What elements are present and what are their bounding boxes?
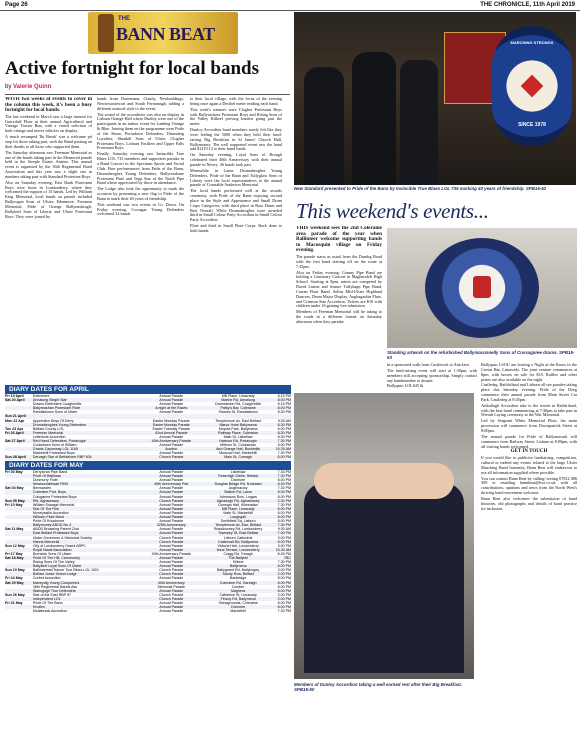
table-cell: Annual Parade bbox=[159, 502, 184, 507]
hand-emblem-icon bbox=[473, 276, 491, 298]
table-cell: Sun 21 April bbox=[5, 414, 26, 419]
table-cell: Annual Parade bbox=[159, 410, 184, 415]
table-cell: The Ballyhill bbox=[228, 555, 248, 560]
bann-beat-logo: THE BANN BEAT bbox=[88, 12, 238, 54]
table-cell: 8.15 PM bbox=[277, 402, 291, 407]
table-cell: Cookstown Sons of William bbox=[32, 443, 77, 448]
photo-caption-3: Members of Dunloy Accordion taking a well earned rest after their Big Breakfast. SPB15-50 bbox=[294, 682, 462, 692]
article-paragraph: bands from Donemana, Claudy, Newbuildings, Newtownstewart and South Fermanagh, adding a different musical style to the event. bbox=[97, 97, 184, 111]
table-cell: Easter Monday Parade bbox=[152, 418, 190, 423]
table-cell: Annual Parade bbox=[159, 519, 184, 524]
table-cell: 7.30 PM bbox=[277, 439, 291, 444]
article-paragraph: You can contact Bann Beat by calling/ texting 07812 086 309 or emailing bannbeat@live.co.uk with all contributions, opinions and news from the North West's thriving band movement welcome. bbox=[481, 475, 577, 496]
table-cell: 7.00 PM bbox=[277, 531, 291, 536]
table-cell: Harbour Rd, Portavogie bbox=[219, 439, 257, 444]
table-cell: Annual Parade bbox=[159, 547, 184, 552]
table-cell: 8.15 PM bbox=[277, 394, 291, 398]
table-cell: 3.00 PM bbox=[277, 592, 291, 597]
table-cell: Annual Parade bbox=[159, 402, 184, 407]
article-paragraph: The parade starts as usual from the Dundrg Road with the first band starting off on the route at 7.45pm. bbox=[296, 253, 382, 269]
table-cell: 8.30 PM bbox=[277, 430, 291, 435]
table-cell: TBC bbox=[283, 555, 291, 560]
table-cell: 8.00 PM bbox=[277, 443, 291, 448]
table-cell: 9.00 AM bbox=[277, 527, 291, 532]
table-cell: A night at the Races bbox=[155, 406, 188, 411]
table-cell: Milburn St, Cookstown bbox=[220, 443, 257, 448]
table-cell: Moyola Park, Ballymena bbox=[218, 426, 258, 431]
table-cell: Letterkule Accordion bbox=[32, 434, 66, 439]
events-col-b bbox=[387, 363, 477, 391]
table-cell: Star of the East RBP 97 bbox=[32, 592, 72, 597]
table-cell: 8.00 PM bbox=[277, 576, 291, 581]
table-cell: Fri 31 May bbox=[5, 601, 23, 605]
table-cell: 8.30 PM bbox=[277, 422, 291, 427]
table-cell: Annual Parade bbox=[159, 451, 184, 456]
article-paragraph: Castledeg, Rathfriland and Lisburn all see parades taking place this Saturday evening. Pride of the Deeg commence their annual parade from Main Street Car Park, Castledeg at 8:45pm. bbox=[481, 382, 577, 402]
table-cell: 8.00 PM bbox=[277, 490, 291, 495]
table-cell: Ilona Terrace, Londonderry bbox=[216, 547, 260, 552]
table-cell: Donegal Hall, Kilmeadan bbox=[218, 502, 258, 507]
article-paragraph: The annual parade for Pride of Ballymacash will commence from Railway Street, Lisburn at 8:00pm, with all visiting bands welcomed. bbox=[481, 433, 577, 449]
byline-name: Valerie Quinn bbox=[13, 84, 52, 90]
table-cell: 3.00 PM bbox=[277, 535, 291, 540]
table-cell: Apprentice Boys Of Derry bbox=[32, 418, 74, 423]
table-cell: 40th Anniversary Parade bbox=[151, 551, 191, 556]
table-cell: Smithfield Sq, Lisburn bbox=[220, 519, 256, 524]
table-cell: Church Parade bbox=[159, 455, 184, 460]
table-cell: Fri 26 April bbox=[5, 430, 24, 435]
table-cell: Annual Parade bbox=[159, 506, 184, 511]
table-cell: Mill Place, Limavady bbox=[221, 394, 255, 398]
table-cell: 7.30 PM bbox=[277, 470, 291, 474]
table-cell: Annual Parade bbox=[159, 588, 184, 593]
table-cell: Church Parade bbox=[159, 596, 184, 601]
table-cell: Sandy Row, Belfast bbox=[222, 572, 254, 577]
table-cell: Belfast County LOL bbox=[32, 426, 65, 431]
table-cell: Independent LOL bbox=[32, 596, 61, 601]
photo-dunloy-accordion bbox=[294, 393, 474, 679]
table-cell: Comber bbox=[231, 584, 245, 589]
table-cell: 8.00 PM bbox=[277, 564, 291, 569]
article-paragraph: WITH two weeks of events to cover in the column this week, it's been a busy fortnight for local bands. bbox=[5, 97, 92, 114]
table-cell: Sun 19 May bbox=[5, 568, 25, 573]
table-cell: Moneysallin Accordion bbox=[32, 510, 69, 515]
table-cell: 8.00 PM bbox=[277, 580, 291, 585]
table-cell: Annual Parade bbox=[159, 478, 184, 483]
article-paragraph: The sound of the accordions was also on display in Lisburn Orange Hall where Dunloy were one of the participants in an indoor event for Lambeg Orange & Blue. Joining them on the programme were Pride of the Shore, Portadown Defenders, Drumderg Loyalists, Shankill Sons of Ulster, Clogher Protestant Boys, Lisburn Fusiliers and Upper Falls Protestant Boys. bbox=[97, 111, 184, 151]
table-cell: 7.30 PM bbox=[277, 486, 291, 491]
table-cell: ABOD Browning Parent Club bbox=[32, 527, 80, 532]
table-cell: Ballyreashan Protestant Flute bbox=[32, 406, 81, 411]
table-cell: 7.30 PM bbox=[277, 474, 291, 479]
table-cell: Victoria Hall, Londonderry bbox=[217, 543, 259, 548]
group-silhouette bbox=[304, 483, 464, 673]
table-cell: Markethill bbox=[230, 609, 246, 614]
table-cell: Templemore Av, East Belfast bbox=[215, 418, 261, 423]
table-cell: 8.00 PM bbox=[277, 506, 291, 511]
table-cell: Mill Place, Limavady bbox=[221, 506, 255, 511]
table-cell: Randalstown Sons of Ulster bbox=[32, 410, 78, 415]
table-cell: 8.00 PM bbox=[277, 605, 291, 610]
table-cell: Patsy's Bar, Coleraine bbox=[220, 406, 256, 411]
table-cell: Newtownstewart RHD bbox=[32, 482, 69, 487]
table-cell: 8.00 PM bbox=[277, 406, 291, 411]
person-silhouette bbox=[400, 60, 438, 185]
table-cell: Annual Parade bbox=[159, 560, 184, 565]
drum-emblem: MARCHING STRONGS SINCE 1978 bbox=[492, 26, 572, 146]
table-cell: Church Parade bbox=[159, 572, 184, 577]
drum-artwork-emblem bbox=[425, 238, 539, 338]
table-cell: Downs Defenders Coagh/mille bbox=[32, 402, 82, 407]
table-cell: Sun 28 April bbox=[5, 455, 26, 460]
table-cell: Lisbellaw bbox=[230, 470, 246, 474]
article-paragraph: The last weekend in March saw a large turnout for Garryduff Flute at their annual Agricultural and Vintage Tractor Run, with a varied selection of both vintage and newer vehicles on display. bbox=[5, 113, 92, 134]
table-cell: 8.00 PM bbox=[277, 584, 291, 589]
table-cell: Annual Parade bbox=[159, 605, 184, 610]
drumstick-icon bbox=[98, 14, 114, 52]
table-cell: Marine Rd, Annalong bbox=[221, 398, 255, 403]
table-cell: Main St, Comagh bbox=[224, 455, 252, 460]
table-cell: 8.00 PM bbox=[277, 519, 291, 524]
table-row bbox=[5, 609, 291, 613]
table-cell: 40th Anniversary bbox=[157, 580, 185, 585]
table-cell: Sat 11 May bbox=[5, 527, 24, 532]
table-cell: Kilkeel bbox=[232, 560, 244, 565]
table-row bbox=[5, 455, 291, 459]
table-cell: Markethill Protestant Boys bbox=[32, 451, 75, 456]
article-paragraph: This week's winners were Clogher Protestant Boys with Ballyrashoes Protestant Boys and Rising Sons of the Valley Kilkeel proving loudest going past the meter. bbox=[190, 106, 282, 127]
table-cell bbox=[5, 609, 33, 613]
events-col-a bbox=[296, 226, 382, 378]
table-cell: Cologanne Protestant Boys bbox=[32, 494, 77, 499]
main-article-col-1 bbox=[5, 97, 92, 381]
table-cell: Ballymoney ABOD No 4 bbox=[32, 523, 72, 528]
table-cell: Ulster Governers & Historical Society bbox=[32, 535, 93, 540]
table-cell: Pride Of The Bann bbox=[32, 601, 63, 605]
table-cell: Rfs. Aghadowey bbox=[32, 498, 59, 503]
table-cell: Coleraine Rd, Garvagh bbox=[219, 580, 257, 585]
table-cell: 7.30 PM bbox=[277, 451, 291, 456]
table-cell: Pride Of The Hill, Carnmoney bbox=[32, 555, 80, 560]
table-cell: Royal Naval Association bbox=[32, 547, 72, 552]
table-cell: 8.45 PM bbox=[277, 551, 291, 556]
table-cell: Church Parade bbox=[159, 568, 184, 573]
table-cell: 8.30 PM bbox=[277, 410, 291, 415]
article-paragraph: Meanwhile in Larne, Drumaheoghes Young Defenders, Pride of the Bann and Tullyglass Sons of Liberty were the local representatives at the annual parade of Constable Anderson Memorial. bbox=[190, 167, 282, 188]
table-cell: 325th Anniversary bbox=[156, 523, 186, 528]
article-paragraph: THIS weekend sees the 2nd Coleraine area parade of the year when Ballinteer welcome supporting bands to Macosquin village on Friday evening. bbox=[296, 226, 382, 254]
table-cell: Rising Sons Of The Valley bbox=[32, 560, 75, 565]
table-cell: Fri 19 April bbox=[5, 394, 24, 398]
table-cell: Annual Parade bbox=[159, 443, 184, 448]
table-cell: Johnstons Row, Lurgan bbox=[219, 494, 257, 499]
table-cell: Shanes St, Randalstown bbox=[218, 410, 258, 415]
table-cell: Finvoy Rd, Ballymena bbox=[220, 596, 256, 601]
table-cell: Dervagh Star of Bethlehem RBP 504 bbox=[32, 455, 92, 460]
table-cell: 8.00 PM bbox=[277, 601, 291, 605]
table-cell: Loughgall bbox=[230, 515, 246, 520]
table-cell: Annual Parade bbox=[159, 564, 184, 569]
table-cell: Annual Parade bbox=[159, 527, 184, 532]
table-cell: Maghera bbox=[231, 588, 246, 593]
table-cell: 7.30 PM bbox=[277, 502, 291, 507]
table-cell: 7.30 PM bbox=[277, 523, 291, 528]
table-cell: 42nd Annual Parade bbox=[154, 430, 188, 435]
article-paragraph: The Saturday afternoon saw Freeman Memorial as one of the bands taking part in the Memorial parade held in the Steeple Estate, Antrim. This annual event is organised by the 36th Regimental Band Association and this year saw a slight rise in numbers taking part with Standard Protestant Boys. bbox=[5, 149, 92, 179]
table-cell: East Belfast Protestant Boys bbox=[32, 531, 79, 536]
article-paragraph: Ballyquin LOL645 & bbox=[387, 383, 424, 389]
table-cell: Mullabrack Accordion bbox=[32, 609, 68, 614]
table-cell: Sun 26 May bbox=[5, 592, 25, 597]
table-cell: Rosemigh Glebe, Belfast bbox=[218, 474, 258, 479]
table-cell: Banbridge bbox=[229, 576, 247, 581]
table-cell: Annual Parade bbox=[159, 486, 184, 491]
table-cell: Station Rd, Larne bbox=[224, 490, 253, 495]
table-cell: Catherine St, Limavady bbox=[219, 592, 257, 597]
table-cell: Annual Parade bbox=[159, 601, 184, 605]
table-cell: 3.00 PM bbox=[277, 568, 291, 573]
table-cell: Cragg Rd, Omagh bbox=[223, 551, 253, 556]
table-cell: Freeman Memorial bbox=[32, 430, 64, 435]
red-hand-icon bbox=[521, 75, 544, 98]
table-cell: Annual Parade bbox=[159, 609, 184, 614]
table-cell: Belfast Junior Grand Lodge bbox=[32, 572, 77, 577]
table-cell: Annual Parade bbox=[159, 470, 184, 474]
table-cell: Annual Parade bbox=[159, 494, 184, 499]
table-cell: Annual Parade bbox=[159, 474, 184, 479]
table-cell: Dunmurry Flute bbox=[32, 478, 58, 483]
table-cell: 36th Regimental Bands Ass bbox=[32, 584, 78, 589]
table-cell: Church Parade bbox=[159, 592, 184, 597]
diary-april-table bbox=[5, 385, 291, 460]
article-paragraph: If you would like to publicise fundraising, competition, cultural or indeed any events related to the large Ulster Marching Band fraternity, Bann Beat will endeavour to use all information supplied where possible. bbox=[481, 455, 577, 475]
table-cell: 6.00 PM bbox=[277, 426, 291, 431]
table-cell: Aghadogh Rd, Aghadowey bbox=[216, 498, 260, 503]
table-cell: Red Hand Defenders, Portavogie bbox=[32, 439, 86, 444]
article-paragraph: in a sponsored walk from Castlerock to Articlave. bbox=[387, 363, 471, 367]
table-cell: 2.00 PM bbox=[277, 572, 291, 577]
table-cell: Annual Parade bbox=[159, 434, 184, 439]
table-cell: Annual Parade bbox=[159, 510, 184, 515]
article-paragraph: Also on Saturday evening, East Bank Protestant Boys were hosts in Londonderry, where they welcomed the support of 15 bands. Led by William King Memorial, local bands on parade included Ballyrogan Sons of Ulster, Edenmore, Freeman Memorial, Pride of Orange Ballynaskeagh, Ballykeel Sons of Liberty and Ulster Protestant Boys. They were joined by bbox=[5, 179, 92, 219]
article-paragraph: to their local village, with the focus of the evening being once again a Decibel meter reading each band. bbox=[190, 97, 282, 106]
table-cell: Grants Causeway LOL 1165 bbox=[32, 447, 78, 452]
photo-band-standard bbox=[294, 12, 576, 185]
diary-april-rows bbox=[5, 394, 291, 460]
table-cell: Waringsgh True Defenders bbox=[32, 588, 76, 593]
main-article-col-3 bbox=[190, 97, 282, 381]
table-cell: Corbet Accordion bbox=[32, 576, 61, 581]
table-cell: 6.00 PM bbox=[277, 455, 291, 460]
article-paragraph: Ballyquin LSOU are hosting a Night at the Races in the Crown Bar, Limavady. The joint venture commences at 8pm, with horses on sale for $10. Raffles and other prizes are also available on the night. bbox=[481, 363, 577, 382]
events-headline: This weekend's events... bbox=[296, 199, 489, 223]
table-cell: Annual Parade bbox=[159, 576, 184, 581]
article-paragraph: Flute and third in Small Flute Corps. Back done to both bands. bbox=[190, 223, 282, 233]
table-cell: Annual Parade bbox=[159, 398, 184, 403]
article-paragraph: Members of Freeman Memorial will be taking to the roads in a different format on Saturday afternoon when they partake bbox=[296, 309, 382, 324]
table-cell: Aird Orange Hall, Bushmills bbox=[216, 447, 261, 452]
table-cell: Maneydig Young Conquerors bbox=[32, 580, 80, 585]
article-paragraph: A much revamped 'Ilu Break' was a welcome pit stop for those taking part, with the Band passing on their thanks to all those who supported them. bbox=[5, 134, 92, 149]
table-cell: 8.00 PM bbox=[277, 515, 291, 520]
table-cell: Pride Of Knocknore bbox=[32, 519, 65, 524]
table-cell: 7.30 PM bbox=[277, 609, 291, 614]
table-cell: Sat 25 May bbox=[5, 580, 24, 585]
table-cell: 2.00 PM bbox=[277, 596, 291, 601]
article-paragraph: Also on Friday evening, Cranny Pipe Band are holding a Centenary Concert in Magherafelt High School. Starting at 8pm, artists are compered by David Linton and feature Tullyhagn Pipe Band, Curran Flute Band, Sollus Mid-Ulster Highland Dancers, Drum Major Display, Aughagaskin Flute, and Crimson Star Accordion. Tickets are $10 with children under 16 gaining free admission. bbox=[296, 269, 382, 309]
table-cell: Ballygrand Rd, Ballybogey bbox=[217, 568, 260, 573]
logo-title: BANN BEAT bbox=[116, 24, 215, 44]
person-silhouette bbox=[304, 67, 344, 185]
table-cell: Drumaheoghes Young Defenders bbox=[32, 422, 87, 427]
table-cell: 2.30 PM bbox=[277, 498, 291, 503]
table-cell: Fri 24 May bbox=[5, 576, 23, 581]
table-cell: Auction bbox=[165, 447, 178, 452]
table-cell: 3.00 PM bbox=[277, 543, 291, 548]
table-cell: Moscow Hall, Markethill bbox=[219, 451, 257, 456]
table-cell: Ballymena bbox=[229, 564, 247, 569]
table-cell: Main St, Markethill bbox=[223, 510, 253, 515]
photo-drum-artwork bbox=[387, 228, 577, 348]
table-cell: Star Of The Roe bbox=[32, 506, 60, 511]
table-cell: Benwarden bbox=[32, 486, 52, 491]
table-cell: Memorial Parade bbox=[157, 584, 185, 589]
table-cell: Pride Of Ballinran bbox=[32, 474, 62, 479]
table-cell: Fri 10 May bbox=[5, 502, 23, 507]
table-cell: 8.00 PM bbox=[277, 510, 291, 515]
table-cell: Sun 05 May bbox=[5, 498, 25, 503]
table-cell: 8.30 PM bbox=[277, 434, 291, 439]
diary-may-table bbox=[5, 461, 291, 613]
table-cell: Ballinderran/Trance True Blues LOL 1001 bbox=[32, 568, 99, 573]
table-cell: 8.00 PM bbox=[277, 478, 291, 483]
main-article-col-2 bbox=[97, 97, 184, 381]
article-paragraph: On Saturday evening, Loyal Sons of Brough celebrated their 40th Anniversary with their annual parade in Newry. 36 bands took part. bbox=[190, 152, 282, 167]
table-cell: 8.00 PM bbox=[277, 398, 291, 403]
photo-caption-1: New Standard presented to Pride of the Bann by Invincible True Blues LOL 735 marking 40 years of friendship. SPB15-52 bbox=[294, 186, 547, 191]
article-paragraph: Led by Sergeant White Memorial Flute, the main procession will commence from Downpatrick Street at 8:00pm. bbox=[481, 418, 577, 433]
article-paragraph: This weekend saw two events in Co. Down. On Friday evening, Cossagar Young Defenders welcomed 32 bands bbox=[97, 201, 184, 217]
table-cell: Church Parade bbox=[159, 539, 184, 544]
article-paragraph: The Lodge also took the opportunity to mark the occasion by presenting a new flag to Pride of the Bann to mark their 40 years of friendship. bbox=[97, 186, 184, 201]
byline: by Valerie Quinn bbox=[5, 84, 52, 90]
table-cell: Annual Parade bbox=[159, 555, 184, 560]
table-cell: Church Parade bbox=[159, 535, 184, 540]
article-paragraph: GET IN TOUCH bbox=[510, 449, 548, 455]
table-cell: Annual Parade bbox=[159, 490, 184, 495]
table-cell: Annalong Single Star bbox=[32, 398, 67, 403]
table-cell: Drumsledon Rd, Coagh/mille bbox=[215, 402, 262, 407]
table-cell: Dromore bbox=[231, 605, 246, 610]
table-cell: Sat 27 April bbox=[5, 439, 25, 444]
table-cell: 6.00 PM bbox=[277, 539, 291, 544]
article-paragraph: The fund-raising event will start at 1:30pm, with members still accepting sponsorship. Simply contact any bandmember to donate. bbox=[387, 367, 477, 383]
table-cell: Easter Tuesday Parade bbox=[152, 426, 191, 431]
table-cell: Templemore Av, Ean, Belfast bbox=[215, 523, 262, 528]
table-cell: Coleraine Prot. Boys bbox=[32, 490, 66, 495]
table-cell: Annual Parade bbox=[159, 543, 184, 548]
table-cell: Castlecait Rd, Ballymena bbox=[218, 539, 259, 544]
table-cell: Ballykeel Loyal Sons Of Ulster bbox=[32, 564, 82, 569]
table-cell: William Sowage Memorial bbox=[32, 502, 75, 507]
masthead: THE CHRONICLE, 11th April 2019 bbox=[480, 2, 575, 8]
table-cell: Hanna Memorial bbox=[32, 539, 60, 544]
table-cell: Townsley St, East Belfast bbox=[217, 531, 259, 536]
table-cell: 40th Anniversary Parade bbox=[151, 439, 191, 444]
article-paragraph: Dunloy Accordion band members surely felt like they were feeling the 5000 when they held their fund-raising Big Breakfast in St James' Church Hall, Ballymoney. The well supported event saw the band add $1219.12 to their band funds. bbox=[190, 127, 282, 152]
table-cell: 8.40 PM bbox=[277, 482, 291, 487]
table-cell: 9.00 AM bbox=[277, 418, 291, 423]
table-cell: City of Londonderry Grand ABPC bbox=[32, 543, 86, 548]
table-cell: Annual Parade bbox=[159, 394, 184, 398]
table-cell: Sat 04 May bbox=[5, 486, 24, 491]
table-cell: Tue 23 Apr bbox=[5, 426, 24, 431]
table-cell: 40th Anniversary Pde bbox=[154, 482, 189, 487]
article-paragraph: The local bands performed well at the awards ceremony, with Pride of the Bann enjoying second place in the Style and Appearance and Small Drum Corps Categories, with third place in Bass Drum and Best Overall. While Drumaheoghes were awarded third in Small Colour Party Accordion in Small Colour Party Accordion. bbox=[190, 188, 282, 223]
table-cell: Main St, Lisbellaw bbox=[223, 434, 253, 439]
table-cell: Hilltown Flute Band bbox=[32, 515, 64, 520]
table-cell: Dromore bbox=[231, 478, 246, 483]
table-cell: Church Parade bbox=[159, 498, 184, 503]
page-number: Page 26 bbox=[5, 2, 28, 8]
table-cell: Knollen bbox=[32, 605, 45, 610]
table-cell: Easter Monday Parade bbox=[152, 422, 190, 427]
header-rule bbox=[0, 10, 580, 11]
article-paragraph: Bann Beat also welcomes the submission of band histories, old photographs and details of band practice for inclusion. bbox=[481, 495, 577, 511]
main-headline: Active fortnight for local bands bbox=[5, 58, 260, 79]
table-cell: Manor Hotel Ballymena bbox=[219, 422, 257, 427]
byline-rule bbox=[5, 94, 290, 95]
table-cell: Railway Place, Coleraine bbox=[218, 430, 259, 435]
table-cell: 8.00 PM bbox=[277, 494, 291, 499]
faces-row bbox=[314, 463, 454, 499]
table-cell: Edenmore bbox=[32, 394, 50, 398]
table-cell: Douglas Bridge Rd, N'stewart bbox=[214, 482, 262, 487]
table-cell: Annual Parade bbox=[159, 531, 184, 536]
table-cell: 7.30 PM bbox=[277, 560, 291, 565]
table-cell: Annual Parade bbox=[159, 515, 184, 520]
table-cell: 10.30 AM bbox=[275, 447, 291, 452]
table-cell: Burnside Sons Of Ulster bbox=[32, 551, 72, 556]
photo-caption-2: Standing artwork on the refurbished Ballymaconnelly Sons of Cossagaree drums. SPB15-53 bbox=[387, 350, 575, 360]
table-cell: Sat 18 May bbox=[5, 555, 24, 560]
table-cell: Aughnacloy bbox=[228, 486, 248, 491]
table-cell: Derryloran Pipe Band bbox=[32, 470, 68, 474]
diary-may-rows bbox=[5, 470, 291, 613]
table-cell: Sun 12 May bbox=[5, 543, 25, 548]
table-cell: 8.00 PM bbox=[277, 588, 291, 593]
events-col-c bbox=[481, 363, 577, 733]
diary-may-title: DIARY DATES FOR MAY bbox=[5, 461, 291, 470]
table-cell: Fri 17 May bbox=[5, 551, 23, 556]
table-cell: Lisburn Cathedral bbox=[223, 535, 253, 540]
table-cell: 10.30 AM bbox=[275, 547, 291, 552]
article-paragraph: Ardtullagh Accordion take to the streets in Rathfriland, with the best band commencing at 7:30pm to take part in Wreath Laying ceremony at the War Memorial. bbox=[481, 402, 577, 418]
table-cell: Fri 03 May bbox=[5, 470, 23, 474]
table-cell: Rossdowney Rd, Londonderry bbox=[213, 527, 263, 532]
article-paragraph: Finally, Saturday evening saw Invincible True Blues LOL 735 members and supporters partake in a Band Concert in the Spectrum Sports and Social Club. Fine performances from Pride of the Bann, Drumaheoghes Young Defenders, Ballyreashane Protestant Flute and Topp Star of the North Pipe Band where appreciated by those in attendance. bbox=[97, 151, 184, 186]
person-silhouette bbox=[352, 52, 396, 185]
table-cell: Shewgrounds, Coleraine bbox=[218, 601, 258, 605]
diary-april-title: DIARY DATES FOR APRIL bbox=[5, 385, 291, 394]
table-cell: Mon 22 Apr bbox=[5, 418, 25, 423]
table-cell: Sat 20 April bbox=[5, 398, 25, 403]
